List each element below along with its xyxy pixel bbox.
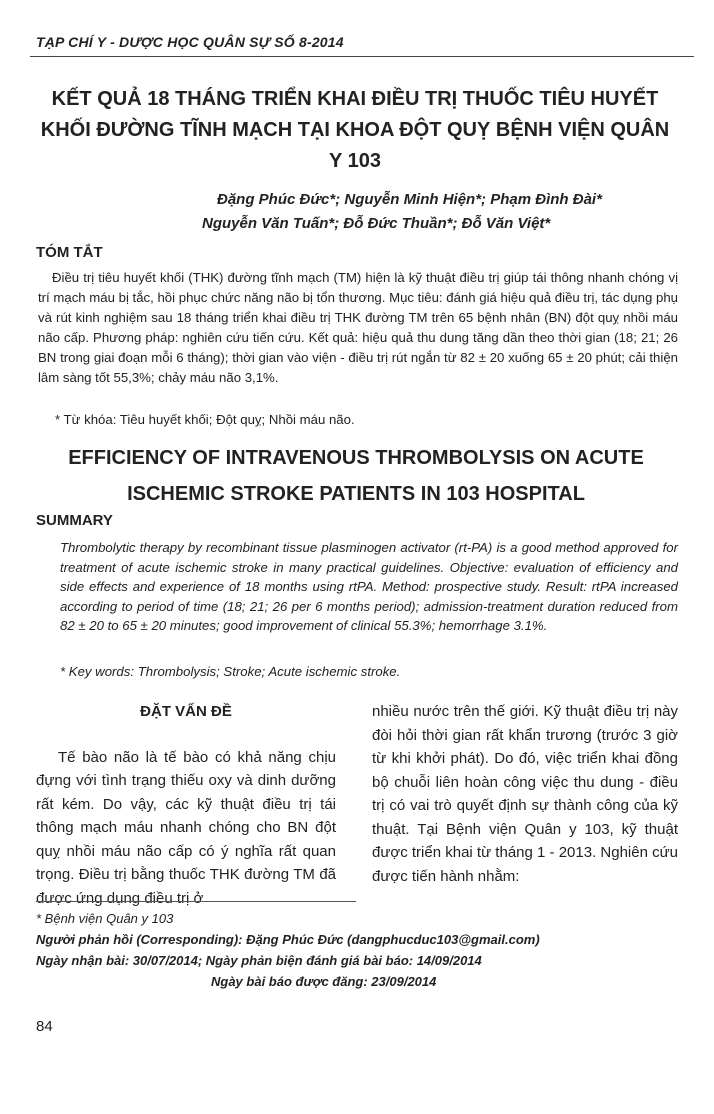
authors-line-2: Nguyễn Văn Tuấn*; Đỗ Đức Thuần*; Đỗ Văn Việt* — [202, 215, 551, 232]
header-rule — [30, 56, 694, 57]
intro-heading: ĐẶT VẤN ĐỀ — [140, 703, 232, 720]
article-title-vn: KẾT QUẢ 18 THÁNG TRIỂN KHAI ĐIỀU TRỊ THUỐC TIÊU HUYẾT KHỐI ĐƯỜNG TĨNH MẠCH TẠI KHOA ĐỘT QUỴ BỆNH VIỆN QUÂN Y 103 — [40, 88, 670, 172]
footnote-rule — [36, 901, 356, 902]
intro-column-left — [36, 700, 336, 910]
article-title-en: EFFICIENCY OF INTRAVENOUS THROMBOLYSIS ON ACUTE ISCHEMIC STROKE PATIENTS IN 103 HOSPITAL — [68, 447, 644, 505]
journal-header: TẠP CHÍ Y - DƯỢC HỌC QUÂN SỰ SỐ 8-2014 — [36, 34, 344, 50]
footnote-affiliation: * Bệnh viện Quân y 103 — [36, 911, 174, 926]
page-number: 84 — [36, 1018, 53, 1035]
authors — [150, 188, 670, 236]
summary-paragraph: Thrombolytic therapy by recombinant tissue plasminogen activator (rt-PA) is a good method approved for treatment of acute ischemic stroke in many practical guidelines. Objective: evaluation of efficiency and side effects and experience of 18 months using rtPA. Method: prospective study. Result: rtPA increased according to period of time (18; 21; 26 per 6 months period); admission-treatment duration reduced from 82 ± 20 to 65 ± 20 minutes; good improvement of clinical 55.3%; hemorrhage 3.1%. — [60, 540, 678, 633]
intro-paragraph-right: nhiều nước trên thế giới. Kỹ thuật điều trị này đòi hỏi thời gian rất khẩn trương (trước 3 giờ từ khi khởi phát). Do đó, việc triển khai đồng bộ chuỗi liên hoàn công việc thu dung - điều trị có vai trò quyết định sự thành công của kỹ thuật. Tại Bệnh viện Quân y 103, kỹ thuật được triển khai từ tháng 1 - 2013. Nghiên cứu được tiến hành nhằm: — [372, 703, 678, 885]
keywords-en: * Key words: Thrombolysis; Stroke; Acute ischemic stroke. — [60, 664, 401, 679]
authors-line-1: Đặng Phúc Đức*; Nguyễn Minh Hiện*; Phạm Đình Đài* — [217, 191, 602, 208]
keywords-vn: * Từ khóa: Tiêu huyết khối; Đột quỵ; Nhồi máu não. — [55, 412, 355, 427]
summary-heading: SUMMARY — [36, 512, 113, 529]
summary-body — [60, 538, 678, 636]
intro-paragraph-left: Tế bào não là tế bào có khả năng chịu đựng với tình trạng thiếu oxy và dinh dưỡng rất kém. Do vậy, các kỹ thuật điều trị tái thông mạch máu nhanh chóng cho BN đột quỵ nhồi máu não cấp có ý nghĩa rất quan trọng. Điều trị bằng thuốc THK đường TM đã được ứng dụng điều trị ở — [36, 748, 336, 907]
abstract-heading: TÓM TẮT — [36, 244, 103, 261]
footnote-published: Ngày bài báo được đăng: 23/09/2014 — [211, 974, 437, 989]
abstract-paragraph: Điều trị tiêu huyết khối (THK) đường tĩnh mạch (TM) hiện là kỹ thuật điều trị giúp tái thông nhanh chóng vị trí mạch máu bị tắc, hồi phục chức năng não bị tổn thương. Mục tiêu: đánh giá hiệu quả điều trị, tác dụng phụ và rút kinh nghiệm sau 18 tháng triển khai điều trị THK đường TM trên 65 bệnh nhân (BN) đột quỵ nhồi máu não cấp. Phương pháp: nghiên cứu tiến cứu. Kết quả: hiệu quả thu dung tăng dần theo thời gian (18; 21; 26 BN trong giai đoạn mỗi 6 tháng); thời gian vào viện - điều trị rút ngắn từ 82 ± 20 xuống 65 ± 20 phút; cải thiện lâm sàng tốt 55,3%; chảy máu não 3,1%. — [38, 270, 678, 385]
abstract-body — [38, 268, 678, 388]
footnote-dates: Ngày nhận bài: 30/07/2014; Ngày phản biện đánh giá bài báo: 14/09/2014 — [36, 953, 482, 968]
intro-column-right — [372, 700, 678, 888]
footnote-corresponding: Người phản hồi (Corresponding): Đặng Phúc Đức (dangphucduc103@gmail.com) — [36, 932, 540, 947]
footnotes — [36, 908, 540, 992]
